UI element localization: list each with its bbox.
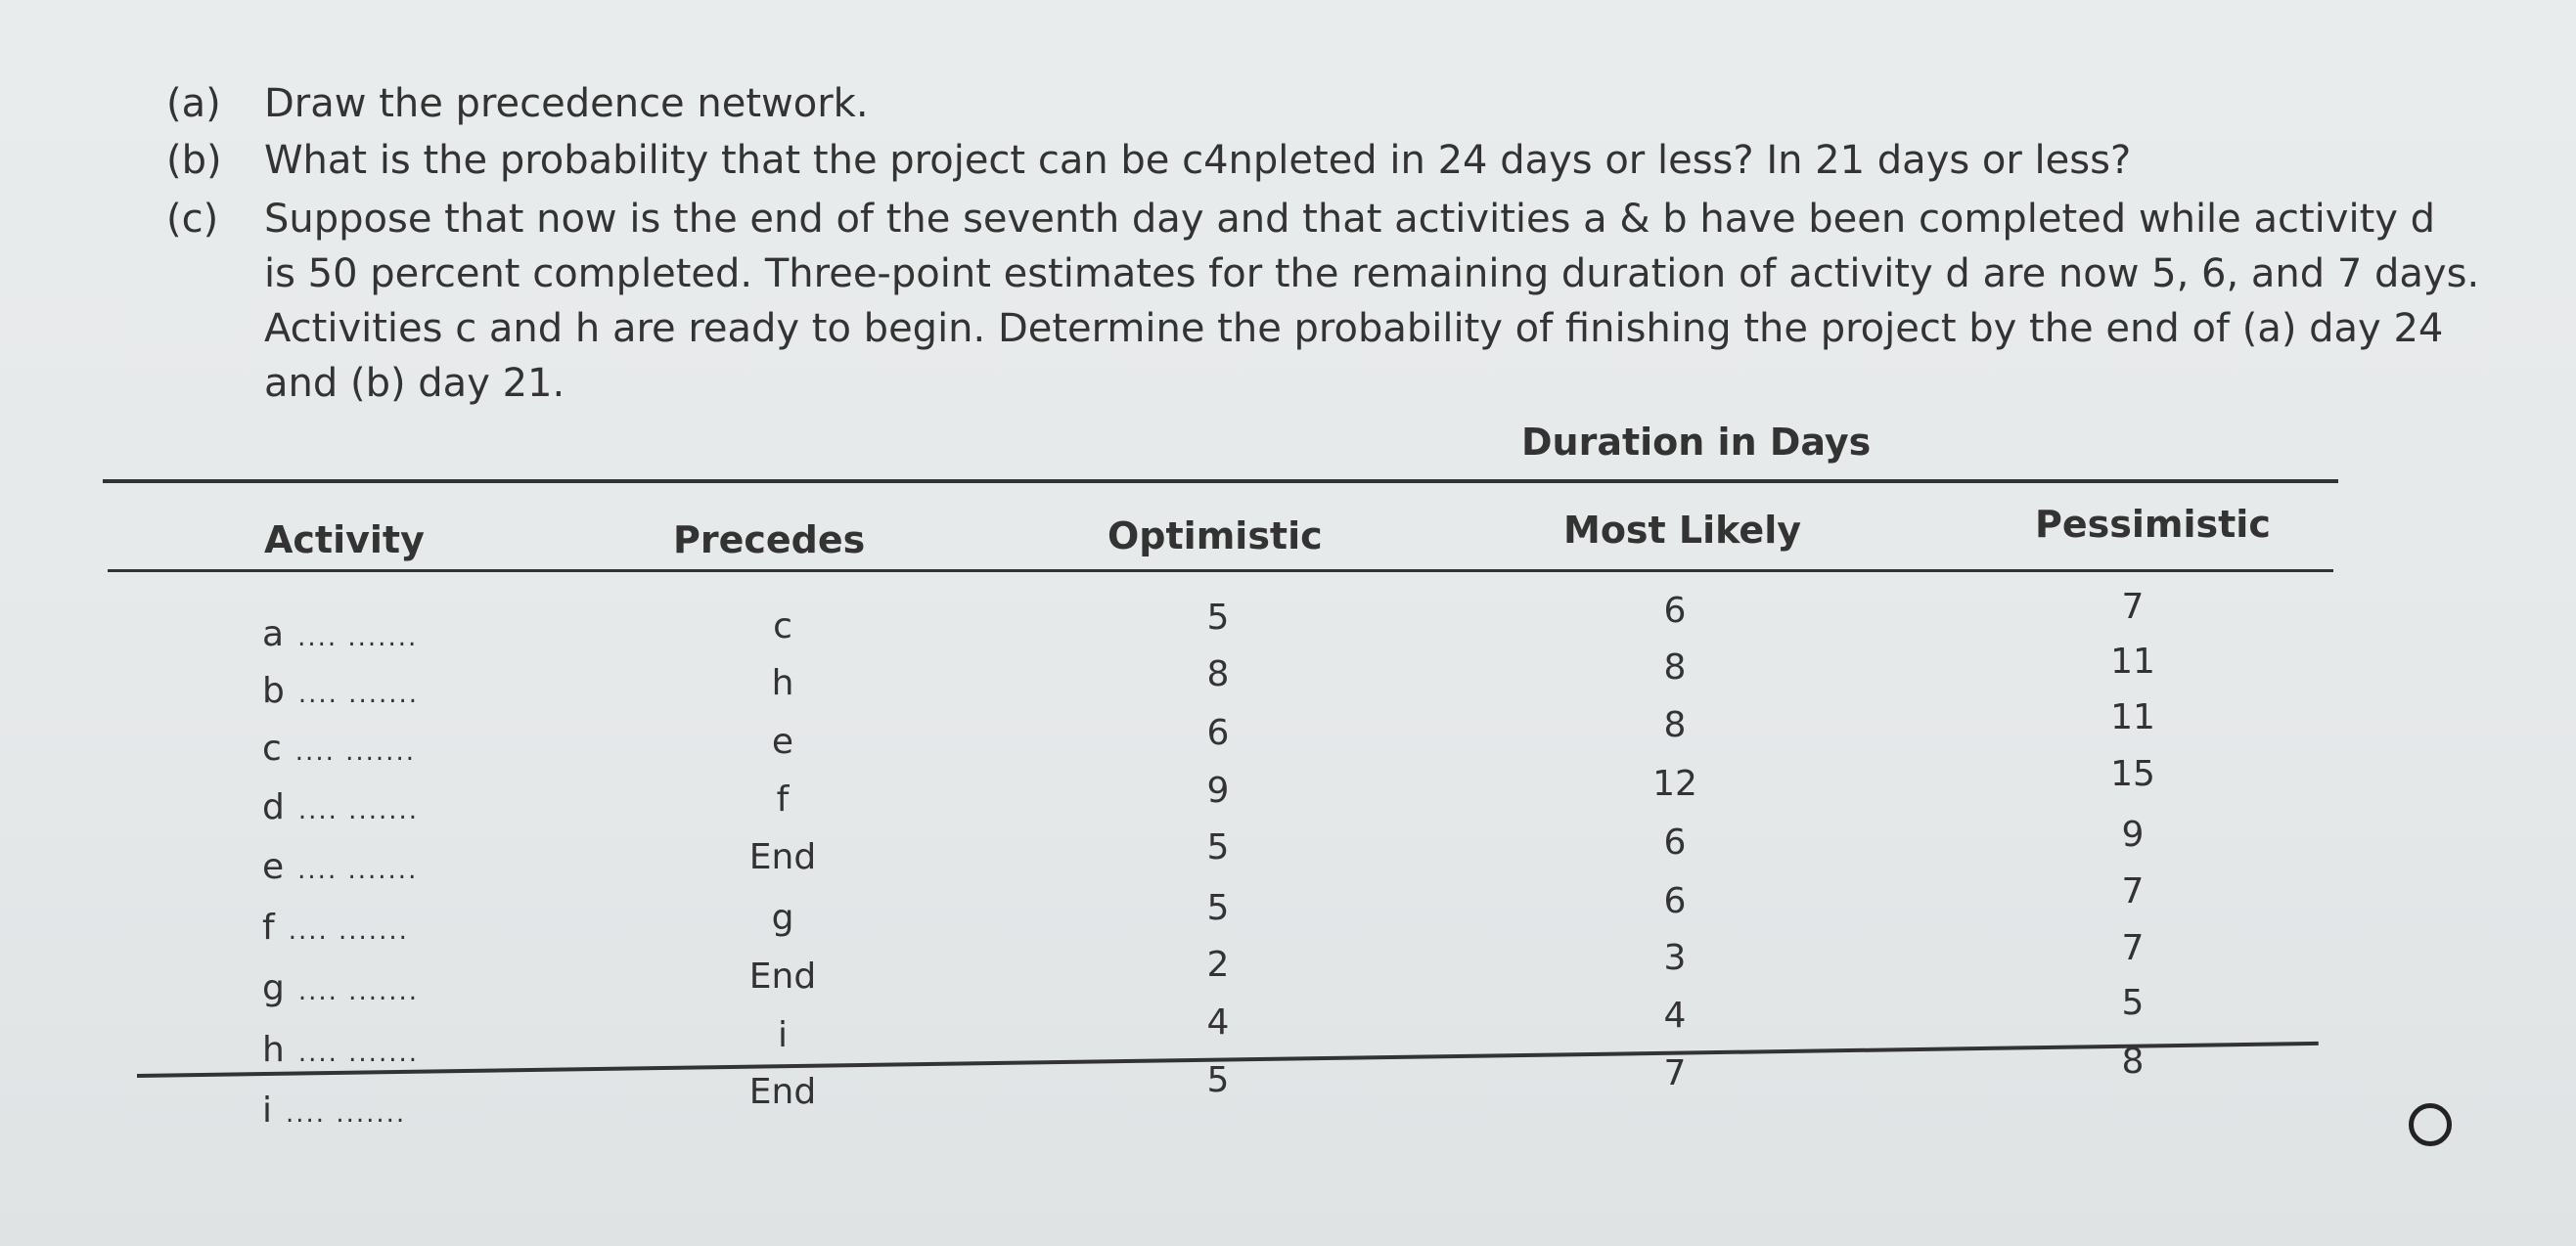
pessimistic-cell: 11 <box>2110 697 2155 737</box>
question-c-label: (c) <box>166 197 219 242</box>
col-header-optimistic: Optimistic <box>1107 514 1323 557</box>
pessimistic-cell: 7 <box>2121 871 2145 912</box>
dot-leader: .... ....... <box>297 680 420 709</box>
activity-cell <box>262 1030 419 1070</box>
activity-label: f <box>262 908 275 948</box>
question-c-line-3: Activities c and h are ready to begin. Determine the probability of finishing the project by the end of (a) day 24 <box>264 306 2444 351</box>
activity-label: e <box>262 847 285 887</box>
most-likely-cell: 3 <box>1663 938 1687 978</box>
precedes-cell: End <box>748 1072 817 1112</box>
precedes-cell: e <box>771 722 794 762</box>
activity-label: b <box>262 671 285 711</box>
question-c-line-4: and (b) day 21. <box>264 361 565 406</box>
optimistic-cell: 6 <box>1206 713 1230 753</box>
dot-leader: .... ....... <box>297 796 420 825</box>
precedes-cell: End <box>748 957 817 997</box>
optimistic-cell: 5 <box>1206 888 1230 928</box>
pessimistic-cell: 7 <box>2121 587 2145 627</box>
most-likely-cell: 7 <box>1663 1053 1687 1093</box>
pessimistic-cell: 5 <box>2121 983 2145 1023</box>
optimistic-cell: 5 <box>1206 1060 1230 1100</box>
pessimistic-cell: 9 <box>2121 815 2145 855</box>
question-b <box>166 133 2131 188</box>
question-a-label: (a) <box>166 81 221 126</box>
activity-cell <box>262 729 416 769</box>
dot-leader: .... ....... <box>294 737 416 767</box>
activity-cell <box>262 1090 406 1131</box>
question-c-line-1: Suppose that now is the end of the seventh day and that activities a & b have been completed while activity d <box>264 197 2436 242</box>
optimistic-cell: 5 <box>1206 827 1230 868</box>
activity-cell <box>262 671 419 711</box>
col-header-activity: Activity <box>264 518 425 561</box>
activity-cell <box>262 614 418 654</box>
pessimistic-cell: 15 <box>2110 754 2155 794</box>
precedes-cell: i <box>777 1015 789 1055</box>
table-top-rule <box>103 479 2338 483</box>
dot-leader: .... ....... <box>286 1099 407 1129</box>
pessimistic-cell: 7 <box>2121 928 2145 968</box>
optimistic-cell: 5 <box>1206 598 1230 638</box>
most-likely-cell: 12 <box>1652 764 1697 804</box>
activity-cell <box>262 847 418 887</box>
precedes-cell: g <box>771 898 794 938</box>
dot-leader: .... ....... <box>288 916 409 946</box>
precedes-cell: End <box>748 837 817 877</box>
activity-cell <box>262 908 409 948</box>
optimistic-cell: 2 <box>1206 945 1230 985</box>
question-a-text: Draw the precedence network. <box>264 81 869 126</box>
most-likely-cell: 8 <box>1663 647 1687 688</box>
optimistic-cell: 9 <box>1206 771 1230 811</box>
col-header-pessimistic: Pessimistic <box>2035 503 2271 546</box>
pessimistic-cell: 11 <box>2110 642 2155 682</box>
col-header-precedes: Precedes <box>673 518 866 561</box>
col-header-most-likely: Most Likely <box>1563 509 1801 552</box>
activity-label: i <box>262 1090 273 1131</box>
question-c <box>166 192 2435 246</box>
question-a <box>166 76 869 131</box>
activity-label: a <box>262 614 285 654</box>
most-likely-cell: 6 <box>1663 591 1687 631</box>
most-likely-cell: 6 <box>1663 823 1687 863</box>
precedes-cell: c <box>773 606 792 646</box>
dot-leader: .... ....... <box>297 1039 420 1068</box>
activity-cell <box>262 968 419 1008</box>
most-likely-cell: 4 <box>1663 996 1687 1036</box>
question-c-line-2: is 50 percent completed. Three-point estimates for the remaining duration of activity d are now 5, 6, and 7 days. <box>264 251 2480 296</box>
pessimistic-cell: 8 <box>2121 1042 2145 1082</box>
dot-leader: .... ....... <box>297 977 420 1006</box>
optimistic-cell: 8 <box>1206 654 1230 694</box>
activity-label: g <box>262 968 285 1008</box>
duration-group-header: Duration in Days <box>1521 421 1872 464</box>
question-b-label: (b) <box>166 138 222 183</box>
optimistic-cell: 4 <box>1206 1002 1230 1043</box>
dot-leader: .... ....... <box>297 856 419 885</box>
most-likely-cell: 6 <box>1663 881 1687 921</box>
circle-icon <box>2409 1103 2452 1146</box>
most-likely-cell: 8 <box>1663 705 1687 745</box>
activity-label: d <box>262 787 285 827</box>
activity-label: h <box>262 1030 285 1070</box>
question-b-text: What is the probability that the project can be c4npleted in 24 days or less? In 21 days or less? <box>264 138 2132 183</box>
activity-label: c <box>262 729 282 769</box>
precedes-cell: h <box>771 663 794 703</box>
table-header-rule <box>108 569 2333 572</box>
activity-cell <box>262 787 419 827</box>
dot-leader: .... ....... <box>297 623 419 652</box>
precedes-cell: f <box>776 779 790 820</box>
